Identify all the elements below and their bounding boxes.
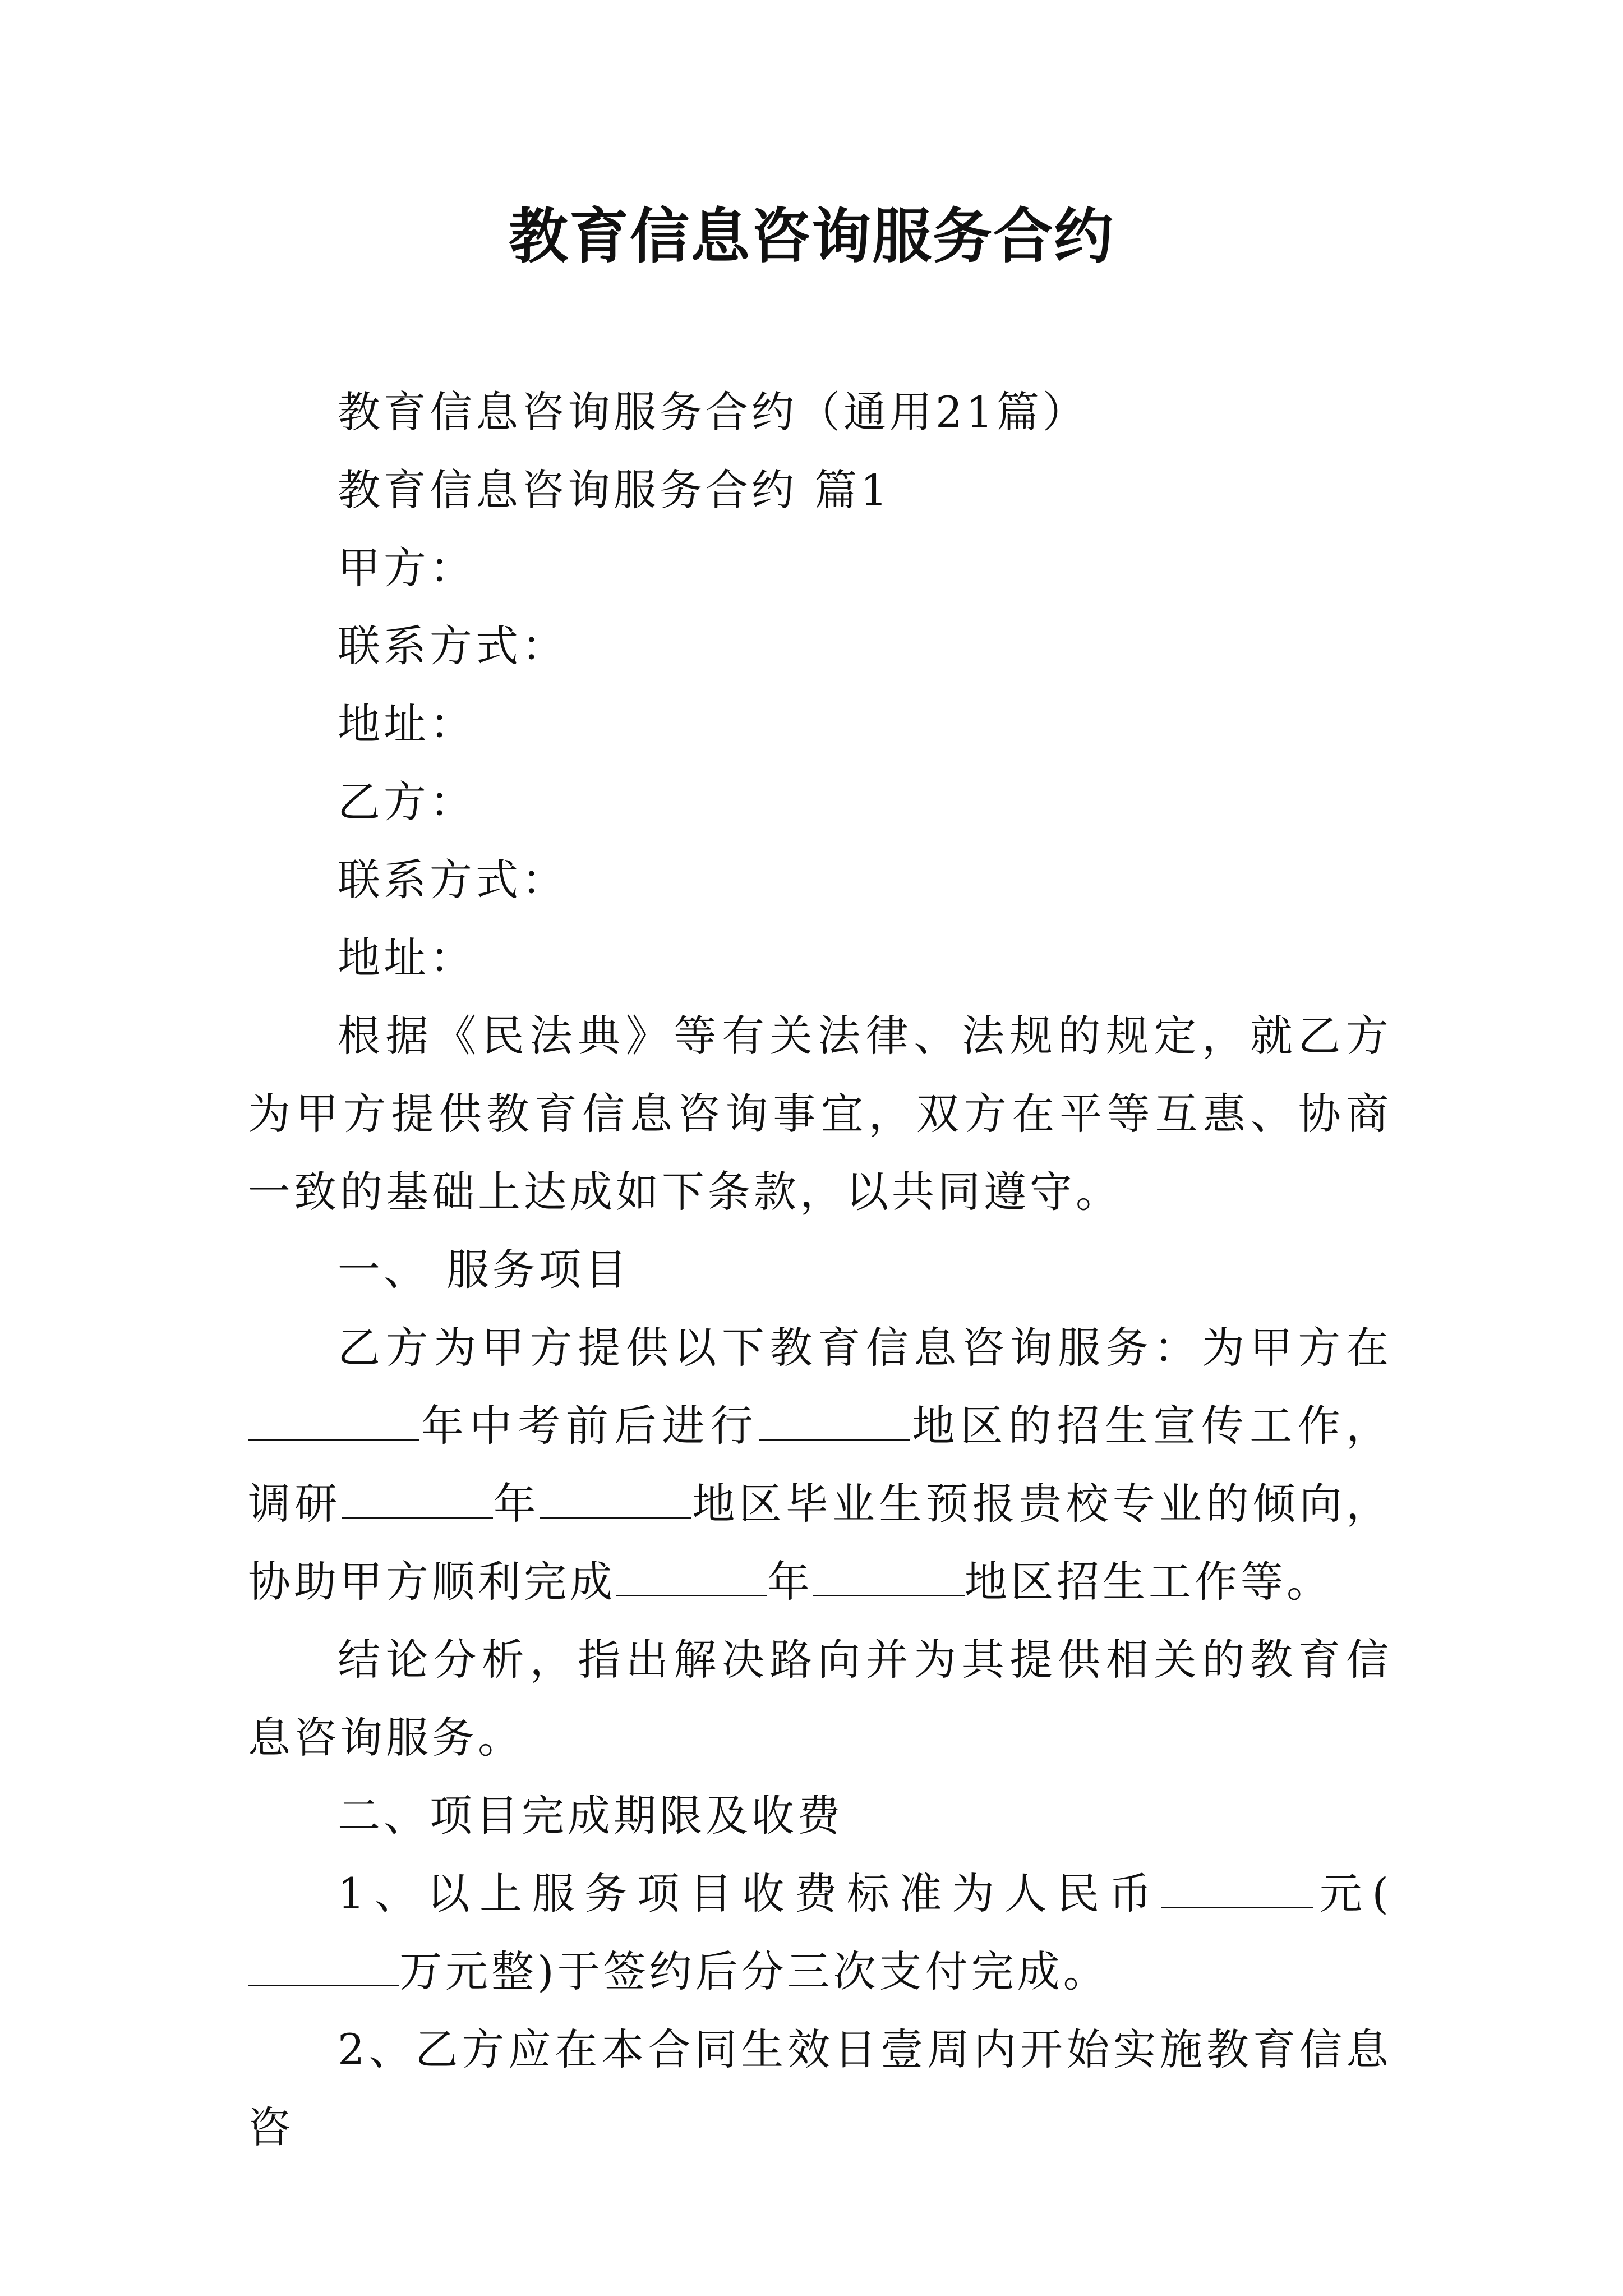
- region-blank-3: [813, 1561, 965, 1596]
- region-blank-1: [759, 1405, 910, 1441]
- party-a-contact-label: 联系方式：: [338, 621, 568, 671]
- year-blank-1: [248, 1405, 419, 1441]
- clause-1-heading: 一、 服务项目: [338, 1245, 631, 1295]
- clause-1-body: [248, 1309, 1392, 1621]
- year-blank-3: [616, 1561, 767, 1596]
- party-b-address-label: 地址：: [338, 933, 476, 983]
- clause-2-heading: 二、项目完成期限及收费: [338, 1791, 843, 1841]
- document-title: 教育信息咨询服务合约: [509, 202, 1114, 271]
- amount-blank: [1161, 1873, 1313, 1908]
- clause-1-text-5: 地区毕业生预报贵校专业的倾向，协助甲方顺利完成: [248, 1479, 1393, 1607]
- clause-1-text-3: 地区的招生宣传工作，调研: [248, 1401, 1393, 1529]
- item-1-paragraph: [248, 1855, 1392, 2010]
- clause-1-text-4: 年: [492, 1479, 541, 1529]
- conclusion-paragraph: 结论分析，指出解决路向并为其提供相关的教育信息咨询服务。: [248, 1635, 1392, 1763]
- clause-1-text-1: 乙方为甲方提供以下教育信息咨询服务：为甲方在: [338, 1323, 1392, 1373]
- document-body: [248, 373, 1392, 2166]
- year-blank-2: [342, 1483, 493, 1519]
- clause-1-text-7: 地区招生工作等。: [965, 1557, 1332, 1607]
- party-a-address-label: 地址：: [338, 699, 476, 749]
- item-2-paragraph: 2、乙方应在本合同生效日壹周内开始实施教育信息咨: [248, 2024, 1392, 2152]
- item-1-text-2: 元(: [1313, 1869, 1392, 1918]
- item-1-text-1: 1、以上服务项目收费标准为人民币: [338, 1869, 1162, 1918]
- intro-paragraph: 根据《民法典》等有关法律、法规的规定，就乙方为甲方提供教育信息咨询事宜，双方在平等互惠、协商一致的基础上达成如下条款，以共同遵守。: [248, 1011, 1392, 1217]
- party-b-contact-label: 联系方式：: [338, 855, 568, 905]
- subtitle-line: 教育信息咨询服务合约（通用21篇）: [338, 387, 1089, 437]
- amount-words-blank: [248, 1951, 399, 1986]
- clause-1-text-2: 年中考前后进行: [419, 1401, 759, 1451]
- clause-1-text-6: 年: [767, 1557, 813, 1607]
- section-heading: 教育信息咨询服务合约 篇1: [338, 465, 891, 515]
- party-a-label: 甲方：: [338, 543, 476, 593]
- region-blank-2: [540, 1483, 691, 1519]
- item-1-text-3: 万元整)于签约后分三次支付完成。: [399, 1947, 1109, 1996]
- party-b-label: 乙方：: [338, 777, 476, 827]
